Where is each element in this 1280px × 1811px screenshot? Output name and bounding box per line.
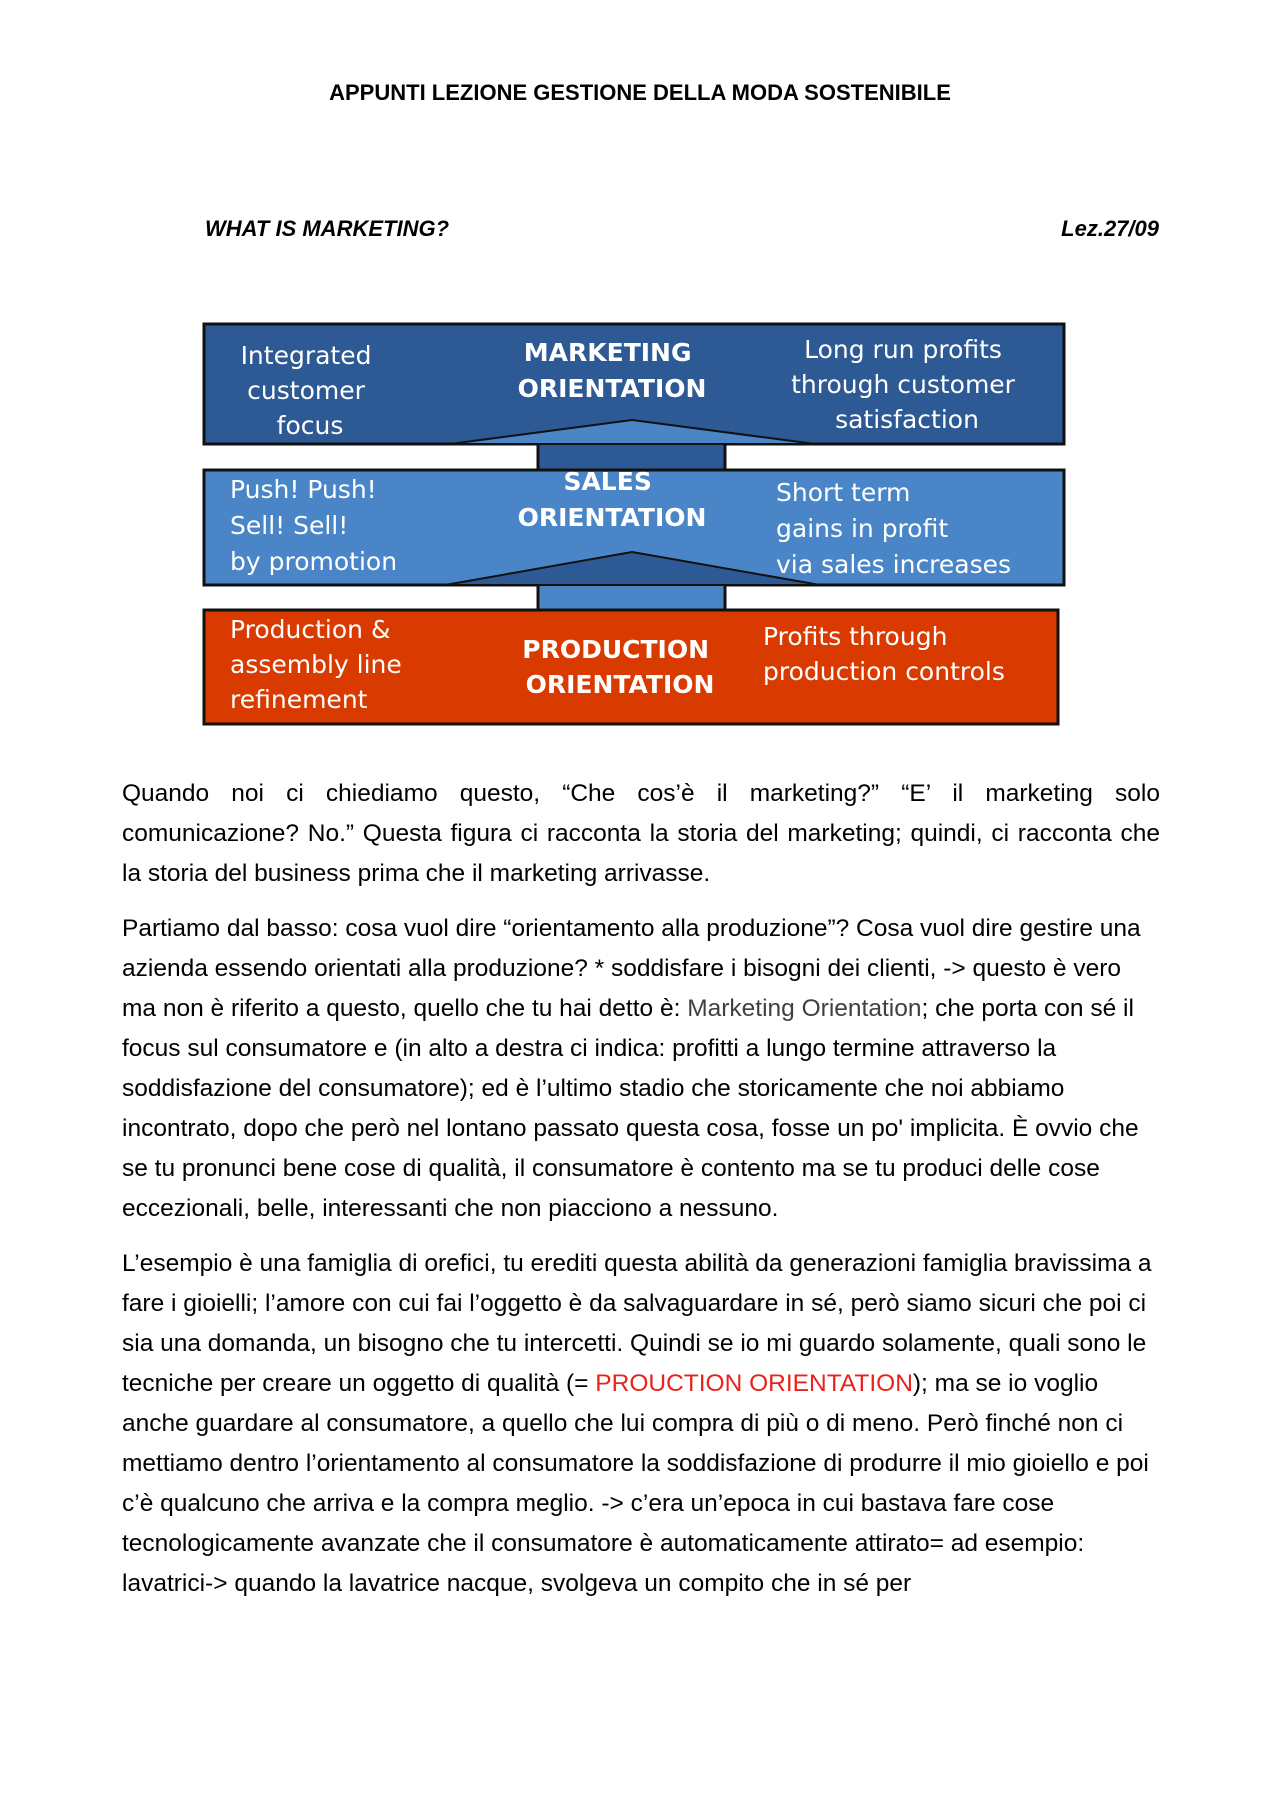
lesson-date: Lez.27/09 [1061,216,1159,241]
sales-right-text: Short term gains in profit via sales increases [776,478,1012,579]
marketing-left-text: Integrated customer focus [240,341,372,440]
marketing-center-label: MARKETING ORIENTATION [517,338,707,403]
paragraph-2: Partiamo dal basso: cosa vuol dire “orientamento alla produzione”? Cosa vuol dire gestire una azienda essendo orientati alla produzione? * soddisfare i bisogni dei clienti, -> questo è vero ma non è riferito a questo, quello che tu hai detto è: Marketing Orientation; che porta con sé il focus sul consumatore e (in alto a destra ci indica: profitti a lungo termine attraverso la soddisfazione del consumatore); ed è l’ultimo stadio che storicamente che noi abbiamo incontrato, dopo che però nel lontano passato questa cosa, fosse un po' implicita. È ovvio che se tu pronunci bene cose di qualità, il consumatore è contento ma se tu produci delle cose eccezionali, belle, interessanti che non piacciono a nessuno. [122,915,1141,1222]
marketing-evolution-diagram [200,320,1070,730]
sales-center-label: SALES ORIENTATION [517,467,707,532]
sales-left-text: Push! Push! Sell! Sell! by promotion [230,475,398,576]
section-title: WHAT IS MARKETING? [205,216,450,241]
paragraph-1: Quando noi ci chiediamo questo, “Che cos’è il marketing?” “E’ il marketing solo comunicazione? No.” Questa figura ci racconta la storia del marketing; quindi, ci racconta che la storia del business prima che il marketing arrivasse. [122,780,1160,887]
paragraph-3: L’esempio è una famiglia di orefici, tu erediti questa abilità da generazioni famiglia bravissima a fare i gioielli; l’amore con cui fai l’oggetto è da salvaguardare in sé, però siamo sicuri che poi ci sia una domanda, un bisogno che tu intercetti. Quindi se io mi guardo solamente, quali sono le tecniche per creare un oggetto di qualità (= PROUCTION ORIENTATION); ma se io voglio anche guardare al consumatore, a quello che lui compra di più o di meno. Però finché non ci mettiamo dentro l’orientamento al consumatore la soddisfazione di produrre il mio gioiello e poi c’è qualcuno che arriva e la compra meglio. -> c’era un’epoca in cui bastava fare cose tecnologicamente avanzate che il consumatore è automaticamente attirato= ad esempio: lavatrici-> quando la lavatrice nacque, svolgeva un compito che in sé per [122,1250,1152,1597]
production-right-text: Profits through production controls [763,622,1005,686]
body-text [122,774,1160,1619]
marketing-orientation-highlight: Marketing Orientation [687,995,922,1022]
production-orientation-highlight: PROUCTION ORIENTATION [595,1370,913,1397]
production-left-text: Production & assembly line refinement [230,615,402,714]
document-title: APPUNTI LEZIONE GESTIONE DELLA MODA SOSTENIBILE [329,80,951,105]
production-center-label: PRODUCTION ORIENTATION [522,635,715,699]
marketing-right-text: Long run profits through customer satisfaction [791,335,1015,434]
